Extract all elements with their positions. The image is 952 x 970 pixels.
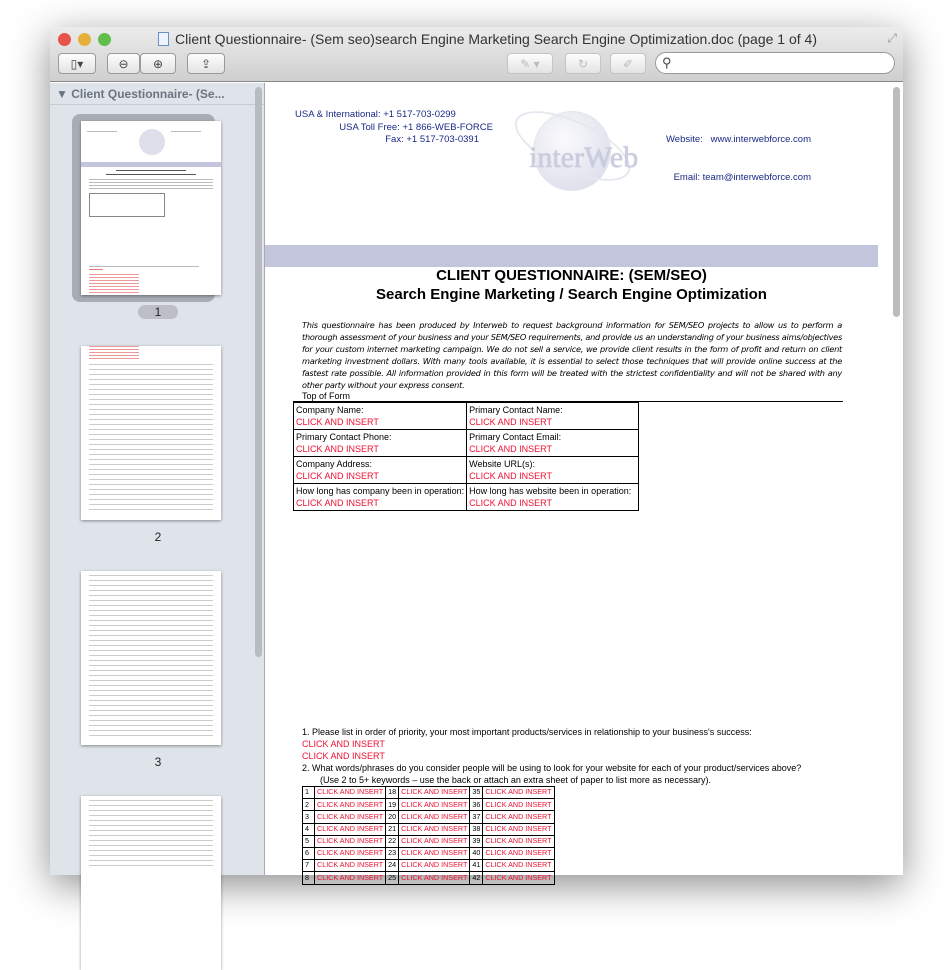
form-cell[interactable] (467, 403, 639, 430)
title-bar (50, 27, 903, 82)
keyword-row (303, 835, 555, 847)
keyword-input[interactable]: CLICK AND INSERT (399, 811, 470, 823)
keyword-input[interactable]: CLICK AND INSERT (315, 847, 386, 859)
page-thumbnail-4[interactable] (81, 796, 221, 970)
header-band (265, 245, 878, 267)
zoom-out-button[interactable]: ⊖ (107, 53, 140, 74)
keyword-number: 4 (303, 823, 315, 835)
keyword-number: 18 (386, 787, 399, 799)
form-cell[interactable] (294, 430, 467, 457)
keyword-number: 8 (303, 872, 315, 884)
keyword-input[interactable]: CLICK AND INSERT (315, 860, 386, 872)
page-number-3: 3 (154, 755, 162, 769)
intro-paragraph: This questionnaire has been produced by Interweb to request background information for SEM/SEO projects to allow us to perform a thorough assessment of your business and your SEM/SEO requirements, and provide us an understanding of your business aims/objectives for your custom internet marketing campaign. We do not sell a service, we provide client results in the form of profit and return on client marketing investment dollars. With many tools available, it is essential to select those techniques that will provide online success at the fastest rate possible. All information provided in this form will be treated with the strictest confidentiality and will not be shared with any other party without your express consent. (302, 320, 842, 391)
contact-right (655, 109, 811, 209)
page-number-2: 2 (154, 530, 162, 544)
keyword-input[interactable]: CLICK AND INSERT (399, 823, 470, 835)
form-value[interactable]: CLICK AND INSERT (469, 417, 552, 427)
q1-answer-2[interactable]: CLICK AND INSERT (302, 751, 385, 761)
form-cell[interactable] (294, 403, 467, 430)
form-row (294, 403, 639, 430)
form-value[interactable]: CLICK AND INSERT (296, 444, 379, 454)
keyword-row (303, 847, 555, 859)
form-value[interactable]: CLICK AND INSERT (296, 417, 379, 427)
form-label: Company Address: (296, 459, 373, 469)
keyword-input[interactable]: CLICK AND INSERT (399, 872, 470, 884)
keyword-number: 35 (470, 787, 483, 799)
form-row (294, 457, 639, 484)
search-input[interactable] (655, 52, 895, 74)
form-row (294, 484, 639, 511)
keyword-input[interactable]: CLICK AND INSERT (315, 799, 386, 811)
form-cell[interactable] (294, 484, 467, 511)
thumbnail-sidebar (50, 83, 265, 875)
keyword-input[interactable]: CLICK AND INSERT (399, 835, 470, 847)
keyword-number: 24 (386, 860, 399, 872)
sidebar-toggle-button[interactable]: ▯▾ (58, 53, 96, 74)
contact-left (295, 109, 493, 147)
keyword-number: 19 (386, 799, 399, 811)
keyword-number: 22 (386, 835, 399, 847)
keyword-input[interactable]: CLICK AND INSERT (315, 787, 386, 799)
sidebar-header[interactable]: ▼ Client Questionnaire- (Se... (50, 83, 264, 105)
form-value[interactable]: CLICK AND INSERT (296, 498, 379, 508)
search-icon: ⚲ (662, 55, 672, 70)
fullscreen-icon[interactable]: ⤢ (887, 31, 897, 45)
keyword-number: 41 (470, 860, 483, 872)
page-thumbnail-1[interactable] (81, 121, 221, 295)
keyword-row (303, 860, 555, 872)
keyword-number: 21 (386, 823, 399, 835)
keyword-number: 39 (470, 835, 483, 847)
window-title-text: Client Questionnaire- (Sem seo)search Engine Marketing Search Engine Optimization.doc (page 1 of 4) (175, 31, 817, 47)
keyword-number: 37 (470, 811, 483, 823)
keyword-number: 25 (386, 872, 399, 884)
keyword-input[interactable]: CLICK AND INSERT (483, 811, 554, 823)
keyword-number: 3 (303, 811, 315, 823)
logo-text: interWeb (529, 141, 639, 174)
document-view (265, 83, 903, 882)
keyword-number: 20 (386, 811, 399, 823)
contact-form-table (293, 402, 639, 511)
edit-button[interactable]: ✐ (610, 53, 646, 74)
form-label: Primary Contact Name: (469, 405, 563, 415)
page-thumbnail-3[interactable] (81, 571, 221, 745)
keyword-number: 5 (303, 835, 315, 847)
form-value[interactable]: CLICK AND INSERT (469, 498, 552, 508)
keyword-number: 38 (470, 823, 483, 835)
keyword-input[interactable]: CLICK AND INSERT (483, 872, 554, 884)
keyword-input[interactable]: CLICK AND INSERT (399, 799, 470, 811)
website: Website: www.interwebforce.com (665, 134, 811, 145)
keyword-number: 7 (303, 860, 315, 872)
document-icon (158, 32, 169, 46)
top-of-form: Top of Form (302, 391, 351, 401)
keyword-input[interactable]: CLICK AND INSERT (483, 835, 554, 847)
keyword-number: 23 (386, 847, 399, 859)
keyword-table (302, 786, 555, 885)
annotate-button[interactable]: ✎ ▾ (507, 53, 553, 74)
question-2-note: (Use 2 to 5+ keywords – use the back or attach an extra sheet of paper to list more as necessary). (320, 775, 711, 785)
interweb-logo (515, 111, 639, 196)
form-value[interactable]: CLICK AND INSERT (296, 471, 379, 481)
keyword-input[interactable]: CLICK AND INSERT (483, 823, 554, 835)
keyword-input[interactable]: CLICK AND INSERT (483, 860, 554, 872)
form-cell[interactable] (467, 457, 639, 484)
keyword-input[interactable]: CLICK AND INSERT (483, 799, 554, 811)
keyword-row (303, 823, 555, 835)
preview-window (50, 27, 903, 882)
form-cell[interactable] (467, 484, 639, 511)
minimize-button[interactable] (78, 33, 91, 46)
keyword-input[interactable]: CLICK AND INSERT (483, 847, 554, 859)
email: Email: team@interwebforce.com (673, 171, 811, 183)
keyword-row (303, 787, 555, 799)
keyword-row (303, 799, 555, 811)
document-scrollbar[interactable] (893, 87, 900, 317)
form-label: How long has website been in operation: (469, 486, 632, 496)
keyword-input[interactable]: CLICK AND INSERT (315, 811, 386, 823)
form-label: Primary Contact Phone: (296, 432, 392, 442)
form-value[interactable]: CLICK AND INSERT (469, 471, 552, 481)
keyword-row (303, 872, 555, 884)
page-number-1: 1 (138, 305, 178, 319)
keyword-number: 42 (470, 872, 483, 884)
keyword-number: 2 (303, 799, 315, 811)
form-cell[interactable] (294, 457, 467, 484)
keyword-input[interactable]: CLICK AND INSERT (315, 835, 386, 847)
q1-answer-1[interactable]: CLICK AND INSERT (302, 739, 385, 749)
form-label: Website URL(s): (469, 459, 535, 469)
keyword-number: 6 (303, 847, 315, 859)
window-title (158, 31, 817, 47)
form-value[interactable]: CLICK AND INSERT (469, 444, 552, 454)
rotate-button[interactable]: ↻ (565, 53, 601, 74)
doc-title: CLIENT QUESTIONNAIRE: (SEM/SEO) (436, 267, 707, 284)
doc-subtitle: Search Engine Marketing / Search Engine Optimization (376, 286, 767, 303)
fax: Fax: +1 517-703-0391 (385, 134, 479, 145)
keyword-row (303, 811, 555, 823)
sidebar-scrollbar[interactable] (255, 87, 262, 657)
page-thumbnail-2[interactable] (81, 346, 221, 520)
keyword-number: 1 (303, 787, 315, 799)
form-row (294, 430, 639, 457)
form-cell[interactable] (467, 430, 639, 457)
keyword-input[interactable]: CLICK AND INSERT (399, 847, 470, 859)
form-label: Company Name: (296, 405, 364, 415)
keyword-input[interactable]: CLICK AND INSERT (399, 787, 470, 799)
keyword-input[interactable]: CLICK AND INSERT (483, 787, 554, 799)
question-1: 1. Please list in order of priority, your most important products/services in relationship to your business's success: (302, 727, 752, 737)
keyword-input[interactable]: CLICK AND INSERT (315, 872, 386, 884)
phone-international: USA & International: +1 517-703-0299 (295, 109, 456, 120)
share-button[interactable]: ⇪ (187, 53, 225, 74)
close-button[interactable] (58, 33, 71, 46)
form-label: Primary Contact Email: (469, 432, 562, 442)
question-2: 2. What words/phrases do you consider people will be using to look for your website for each of your product/services above? (302, 763, 802, 773)
zoom-in-button[interactable]: ⊕ (140, 53, 176, 74)
zoom-button[interactable] (98, 33, 111, 46)
form-label: How long has company been in operation: (296, 486, 465, 496)
keyword-input[interactable]: CLICK AND INSERT (315, 823, 386, 835)
keyword-number: 40 (470, 847, 483, 859)
keyword-input[interactable]: CLICK AND INSERT (399, 860, 470, 872)
phone-tollfree: USA Toll Free: +1 866-WEB-FORCE (339, 121, 493, 133)
keyword-number: 36 (470, 799, 483, 811)
